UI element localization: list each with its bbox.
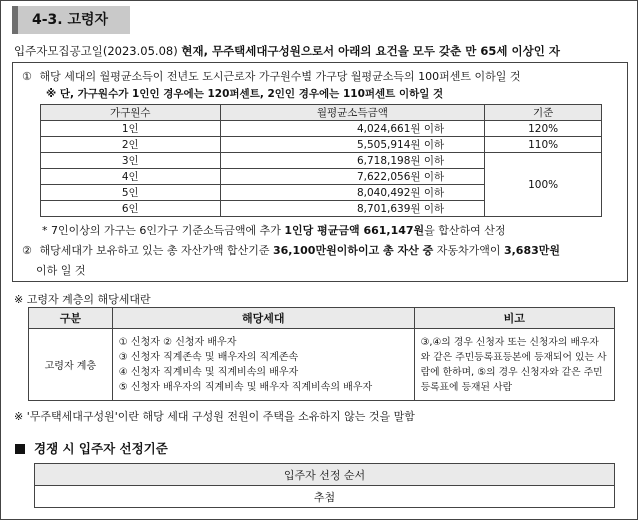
competition-title: 경쟁 시 입주자 선정기준	[34, 441, 168, 456]
member-definition-note: ※ '무주택세대구성원'이란 해당 세대 구성원 전원이 주택을 소유하지 않는 것을 말함	[14, 410, 415, 423]
footnote-7-bold: 1인당 평균금액 661,147원	[284, 224, 425, 237]
header-category: 구분	[29, 308, 113, 329]
income-amount: 8,040,492원 이하	[220, 185, 485, 201]
requirement-2-pre: 해당세대가 보유하고 있는 총 자산가액 합산기준	[39, 244, 273, 257]
footnote-7-pre: * 7인이상의 가구는 6인가구 기준소득금액에 추가	[42, 224, 285, 237]
list-item: ⑤ 신청자 배우자의 직계비속 및 배우자 직계비속의 배우자	[118, 381, 373, 393]
household-section-title: ※ 고령자 계층의 해당세대란	[14, 293, 151, 306]
income-amount: 6,718,198원 이하	[220, 153, 485, 169]
household-table-header	[29, 308, 615, 329]
header-household: 해당세대	[112, 308, 414, 329]
requirement-2-post: 자동차가액이	[433, 244, 504, 257]
household-remark: ③,④의 경우 신청자 또는 신청자의 배우자와 같은 주민등록표등본에 등재되어 있는 사람에 한하며, ⑤의 경우 신청자와 같은 주민등록표에 등재된 사람	[414, 329, 614, 401]
square-bullet-icon	[15, 444, 25, 454]
list-item: ③ 신청자 직계존속 및 배우자의 직계존속	[118, 351, 299, 363]
household-table	[28, 307, 615, 401]
household-items	[112, 329, 414, 401]
selection-table	[34, 463, 615, 508]
income-amount: 5,505,914원 이하	[220, 137, 485, 153]
lead-condition: 현재, 무주택세대구성원으로서 아래의 요건을 모두 갖춘 만 65세 이상인 자	[181, 44, 560, 58]
requirement-2-line2: 이하 일 것	[36, 264, 86, 277]
selection-order-header: 입주자 선정 순서	[35, 464, 615, 486]
household-category: 고령자 계층	[29, 329, 113, 401]
income-table	[40, 104, 602, 217]
income-amount: 7,622,056원 이하	[220, 169, 485, 185]
household-size: 2인	[41, 137, 221, 153]
standard-1: 120%	[485, 121, 602, 137]
income-table-header	[41, 105, 602, 121]
requirement-2-mid: 이고 총 자산 중	[357, 244, 434, 257]
requirement-1-note: ※ 단, 가구원수가 1인인 경우에는 120퍼센트, 2인인 경우에는 110퍼센트 이하일 것	[46, 88, 444, 100]
list-item: ④ 신청자 직계비속 및 직계비속의 배우자	[118, 366, 299, 378]
requirement-2-marker: ②	[22, 244, 32, 257]
requirement-2-car-limit: 3,683만원	[503, 244, 560, 257]
footnote-7-post: 을 합산하여 산정	[424, 224, 506, 237]
header-remark: 비고	[414, 308, 614, 329]
requirement-1-text: 해당 세대의 월평균소득이 전년도 도시근로자 가구원수별 가구당 월평균소득의 100퍼센트 이하일 것	[39, 70, 521, 83]
table-row	[41, 153, 602, 169]
income-amount: 4,024,661원 이하	[220, 121, 485, 137]
header-household-size: 가구원수	[41, 105, 221, 121]
header-income-amount: 월평균소득금액	[220, 105, 485, 121]
selection-order-value: 추첨	[35, 486, 615, 508]
table-row	[29, 329, 615, 401]
requirement-1-marker: ①	[22, 70, 32, 83]
lead-date: 입주자모집공고일(2023.05.08)	[14, 44, 182, 58]
income-amount: 8,701,639원 이하	[220, 201, 485, 217]
eligibility-lead	[14, 43, 560, 59]
table-row	[41, 137, 602, 153]
list-item: ① 신청자 ② 신청자 배우자	[118, 336, 237, 348]
requirement-2	[22, 242, 560, 258]
standard-rest: 100%	[485, 153, 602, 217]
household-size: 5인	[41, 185, 221, 201]
requirement-2-asset-limit: 36,100만원이하	[273, 244, 358, 257]
household-size: 1인	[41, 121, 221, 137]
household-size: 4인	[41, 169, 221, 185]
competition-heading	[15, 439, 168, 457]
section-title: 4-3. 고령자	[12, 6, 130, 34]
requirements-box	[12, 62, 628, 282]
standard-2: 110%	[485, 137, 602, 153]
footnote-7-person	[42, 222, 506, 238]
requirement-1	[22, 68, 521, 84]
household-size: 6인	[41, 201, 221, 217]
household-size: 3인	[41, 153, 221, 169]
table-row	[41, 121, 602, 137]
header-standard: 기준	[485, 105, 602, 121]
